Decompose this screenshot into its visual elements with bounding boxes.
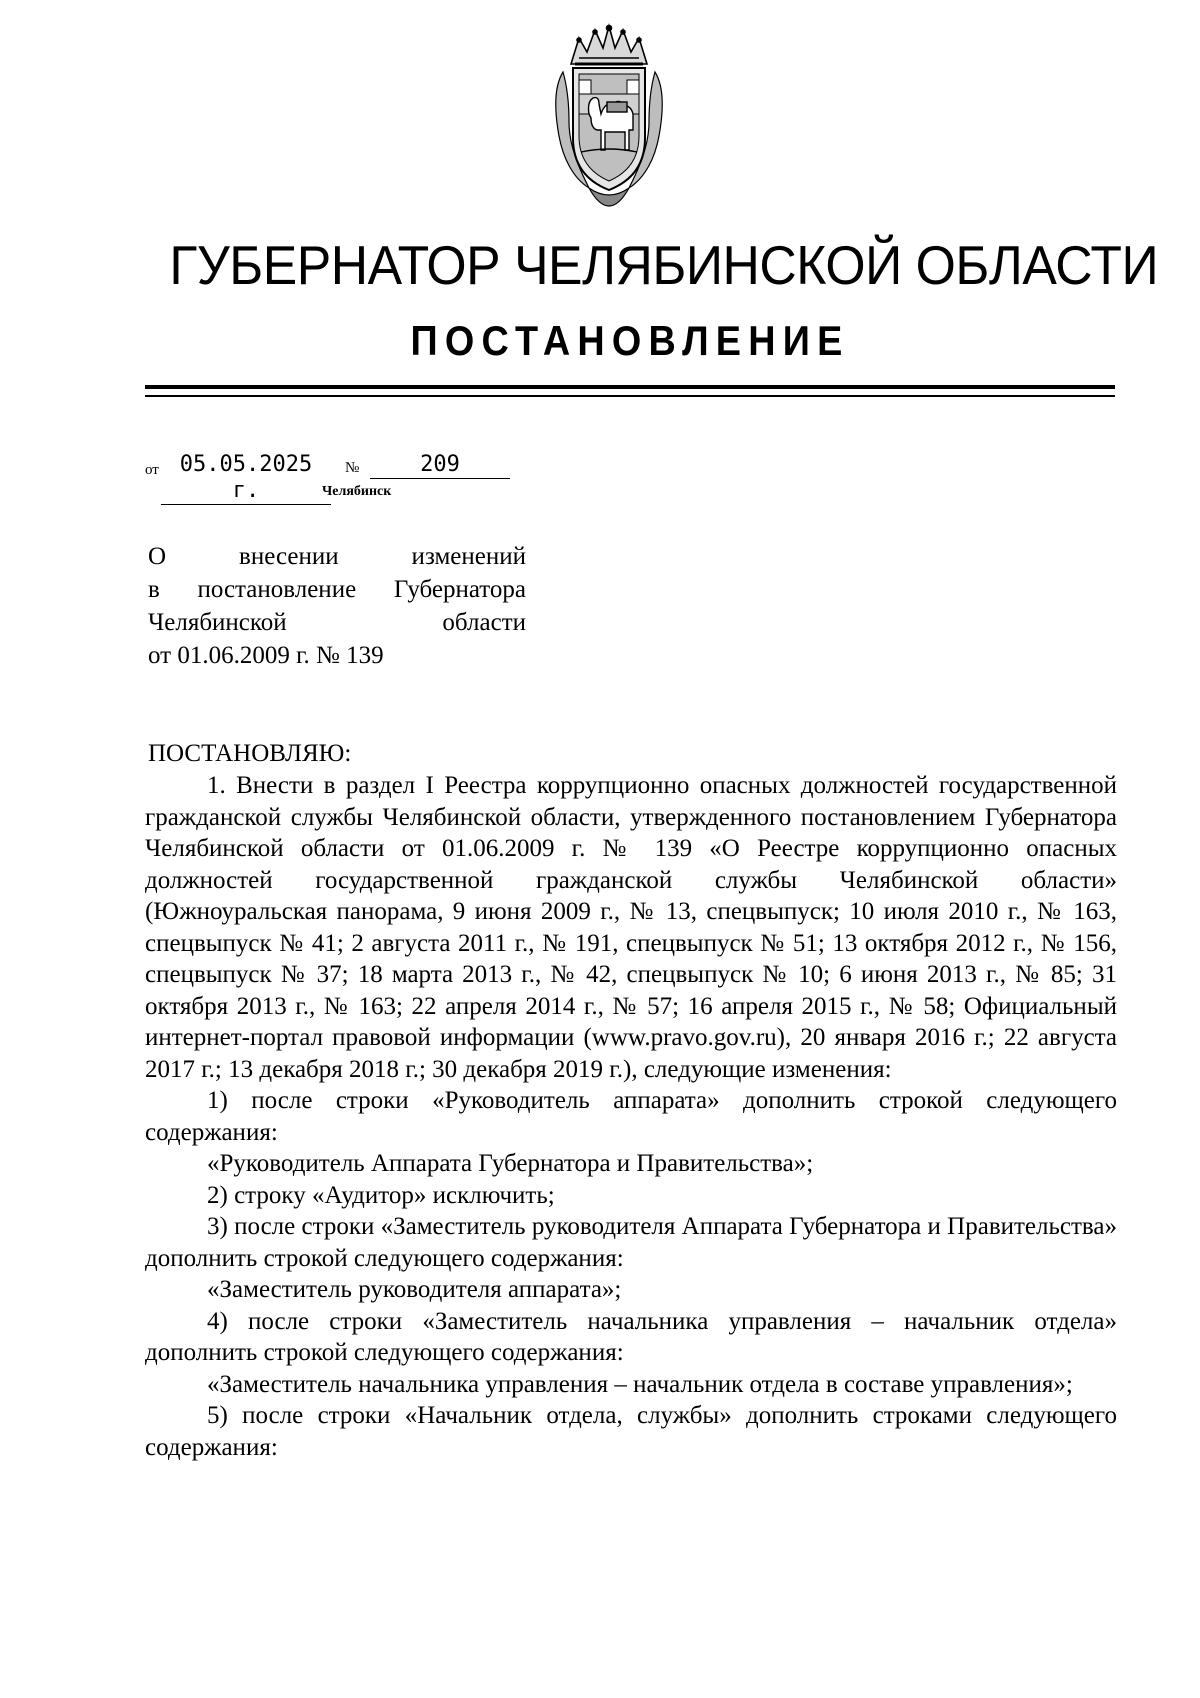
paragraph: 1) после строки «Руководитель аппарата» дополнить строкой следующего содержания: <box>145 1087 1117 1146</box>
subject-line: Челябинской области <box>148 609 526 636</box>
subject-line: О внесении изменений <box>148 543 526 570</box>
coat-of-arms-icon <box>549 18 669 208</box>
paragraph: «Заместитель руководителя аппарата»; <box>207 1276 622 1303</box>
organization-title: ГУБЕРНАТОР ЧЕЛЯБИНСКОЙ ОБЛАСТИ <box>169 234 1159 296</box>
document-body <box>145 770 1117 1463</box>
document-type-title: ПОСТАНОВЛЕНИЕ <box>410 317 850 364</box>
paragraph: 5) после строки «Начальник отдела, службы» дополнить строками следующего содержания: <box>145 1402 1117 1461</box>
paragraph: «Заместитель начальника управления – начальник отдела в составе управления»; <box>207 1370 1073 1398</box>
paragraph: 3) после строки «Заместитель руководителя Аппарата Губернатора и Правительства» дополнить строкой следующего содержания: <box>145 1213 1117 1272</box>
paragraph: 1. Внести в раздел I Реестра коррупционно опасных должностей государственной гражданской службы Челябинской области, утвержденного постановлением Губернатора Челябинской области от 01.06.2009 г. № 139 «О Реестре коррупционно опасных должностей государственной гражданской службы Челябинской области» (Южноуральская панорама, 9 июня 2009 г., № 13, спецвыпуск; 10 июля 2010 г., № 163, спецвыпуск № 41; 2 августа 2011 г., № 191, спецвыпуск № 51; 13 октября 2012 г., № 156, спецвыпуск № 37; 18 марта 2013 г., № 42, спецвыпуск № 10; 6 июня 2013 г., № 85; 31 октября 2013 г., № 163; 22 апреля 2014 г., № 57; 16 апреля 2015 г., № 58; Официальный интернет-портал правовой информации (www.pravo.gov.ru), 20 января 2016 г.; 22 августа 2017 г.; 13 декабря 2018 г.; 30 декабря 2019 г.), следующие изменения: <box>145 772 1117 1083</box>
city-label: Челябинск <box>322 484 392 499</box>
paragraph: 2) строку «Аудитор» исключить; <box>207 1181 555 1209</box>
document-date: 05.05.2025 г. <box>161 452 331 505</box>
subject-line: от 01.06.2009 г. № 139 <box>148 642 384 669</box>
document-number: 209 <box>370 452 510 479</box>
document-subject <box>148 540 526 672</box>
decree-word: ПОСТАНОВЛЯЮ: <box>148 740 352 767</box>
number-prefix-label: № <box>345 460 360 476</box>
header-rule-thick <box>145 385 1115 389</box>
paragraph: 4) после строки «Заместитель начальника управления – начальник отдела» дополнить строкой следующего содержания: <box>145 1307 1117 1366</box>
paragraph: «Руководитель Аппарата Губернатора и Правительства»; <box>207 1150 814 1177</box>
date-prefix-label: от <box>145 462 159 478</box>
subject-line: в постановление Губернатора <box>148 576 526 603</box>
header-rule-thin <box>145 395 1115 397</box>
